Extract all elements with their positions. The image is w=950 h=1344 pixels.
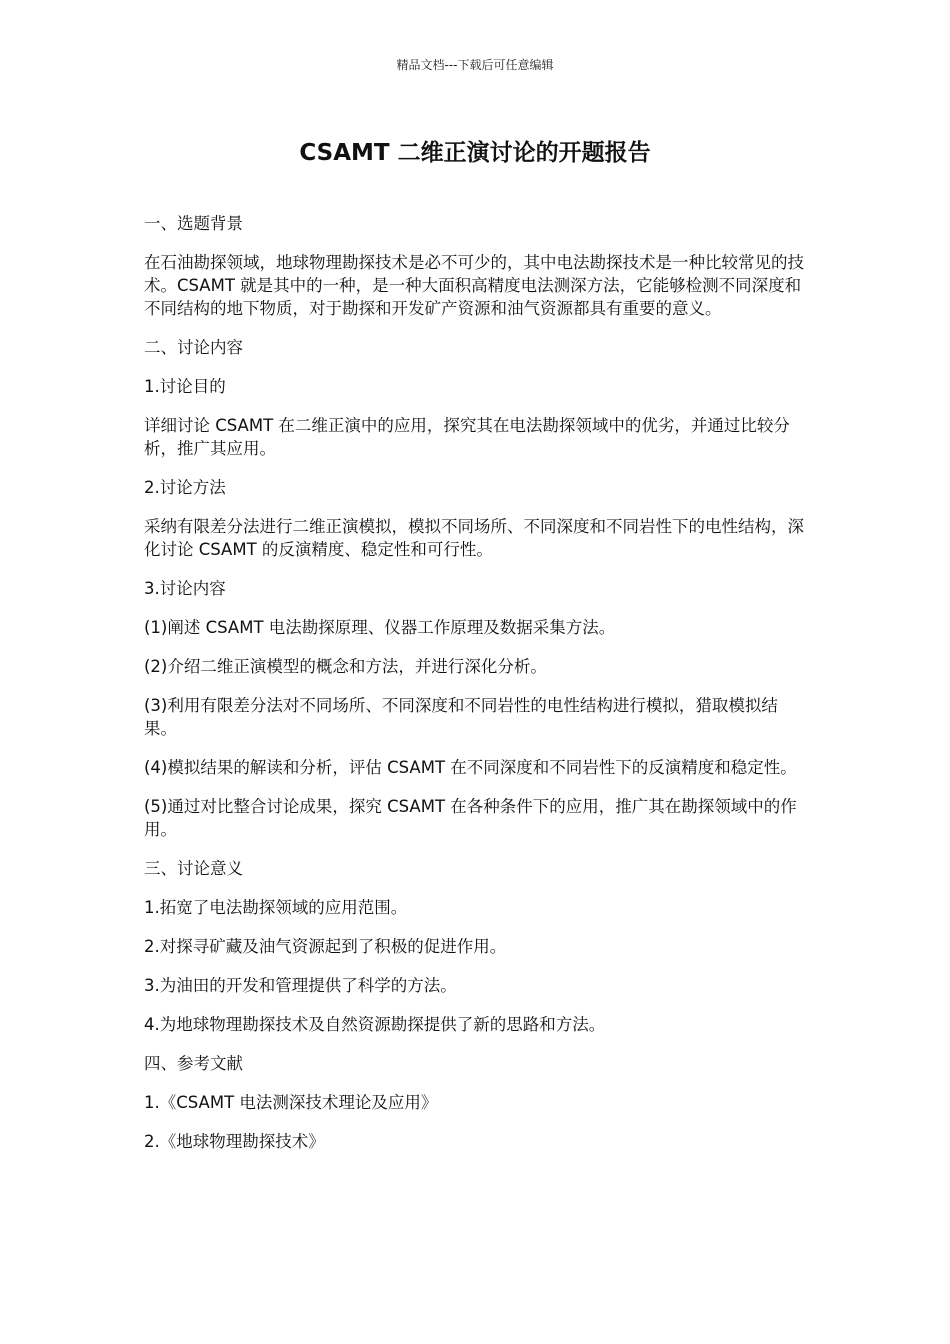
subheading-method: 2.讨论方法 (144, 478, 226, 497)
background-paragraph: 在石油勘探领域，地球物理勘探技术是必不可少的，其中电法勘探技术是一种比较常见的技术。CSAMT 就是其中的一种，是一种大面积高精度电法测深方法，它能够检测不同深度和不同结构的地下物质，对于勘探和开发矿产资源和油气资源都具有重要的意义。 (144, 253, 804, 318)
section-heading-background: 一、选题背景 (144, 214, 243, 233)
significance-item: 4.为地球物理勘探技术及自然资源勘探提供了新的思路和方法。 (144, 1015, 606, 1034)
reference-item: 1.《CSAMT 电法测深技术理论及应用》 (144, 1093, 438, 1112)
subheading-purpose: 1.讨论目的 (144, 377, 226, 396)
reference-item: 2.《地球物理勘探技术》 (144, 1132, 325, 1151)
significance-item: 1.拓宽了电法勘探领域的应用范围。 (144, 898, 408, 917)
significance-item: 2.对探寻矿藏及油气资源起到了积极的促进作用。 (144, 937, 507, 956)
section-heading-references: 四、参考文献 (144, 1054, 243, 1073)
method-paragraph: 采纳有限差分法进行二维正演模拟，模拟不同场所、不同深度和不同岩性下的电性结构，深化讨论 CSAMT 的反演精度、稳定性和可行性。 (144, 517, 804, 559)
page-header: 精品文档---下载后可任意编辑 (396, 58, 554, 72)
section-heading-significance: 三、讨论意义 (144, 859, 243, 878)
purpose-paragraph: 详细讨论 CSAMT 在二维正演中的应用，探究其在电法勘探领域中的优劣，并通过比较分析，推广其应用。 (144, 416, 790, 458)
significance-item: 3.为油田的开发和管理提供了科学的方法。 (144, 976, 457, 995)
content-item: (4)模拟结果的解读和分析，评估 CSAMT 在不同深度和不同岩性下的反演精度和稳定性。 (144, 758, 797, 777)
section-heading-content: 二、讨论内容 (144, 338, 243, 357)
document-title: CSAMT 二维正演讨论的开题报告 (299, 140, 651, 166)
content-item: (3)利用有限差分法对不同场所、不同深度和不同岩性的电性结构进行模拟，猎取模拟结果。 (144, 696, 778, 738)
content-item: (1)阐述 CSAMT 电法勘探原理、仪器工作原理及数据采集方法。 (144, 618, 616, 637)
content-item: (5)通过对比整合讨论成果，探究 CSAMT 在各种条件下的应用，推广其在勘探领域中的作用。 (144, 797, 797, 839)
subheading-content: 3.讨论内容 (144, 579, 226, 598)
document-body (144, 212, 808, 1169)
content-item: (2)介绍二维正演模型的概念和方法，并进行深化分析。 (144, 657, 547, 676)
